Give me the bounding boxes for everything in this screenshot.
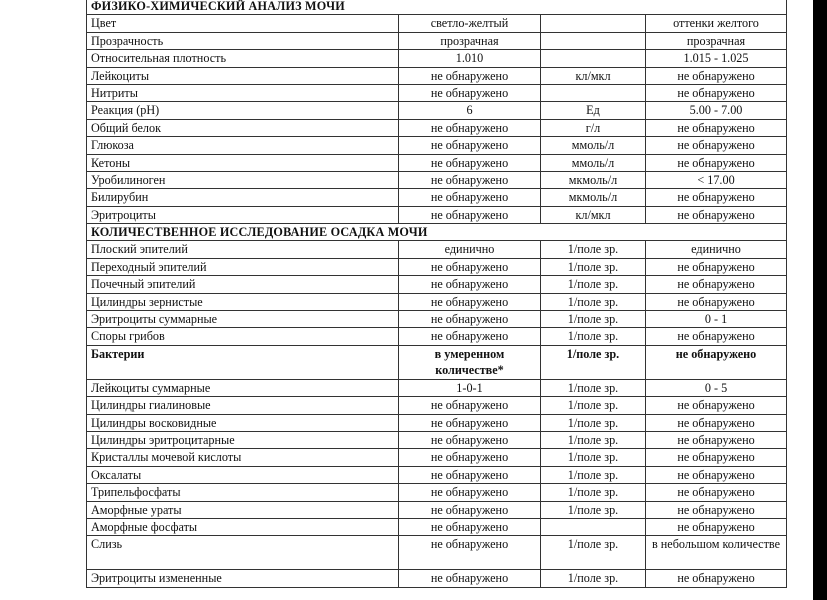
table-row xyxy=(87,431,787,448)
table-row xyxy=(87,466,787,483)
test-value: не обнаружено xyxy=(399,501,541,518)
test-name: Реакция (pH) xyxy=(87,102,399,119)
test-value: не обнаружено xyxy=(399,518,541,535)
test-unit: ммоль/л xyxy=(541,154,646,171)
test-reference: < 17.00 xyxy=(646,171,787,188)
table-row xyxy=(87,32,787,49)
test-reference: не обнаружено xyxy=(646,397,787,414)
test-unit: г/л xyxy=(541,119,646,136)
test-value: не обнаружено xyxy=(399,137,541,154)
table-row xyxy=(87,570,787,587)
test-unit: 1/поле зр. xyxy=(541,293,646,310)
test-name: Почечный эпителий xyxy=(87,276,399,293)
test-value: не обнаружено xyxy=(399,293,541,310)
test-value: не обнаружено xyxy=(399,484,541,501)
test-reference: не обнаружено xyxy=(646,189,787,206)
test-value: не обнаружено xyxy=(399,154,541,171)
table-row xyxy=(87,397,787,414)
test-value: не обнаружено xyxy=(399,258,541,275)
test-unit xyxy=(541,32,646,49)
test-reference: не обнаружено xyxy=(646,328,787,345)
test-name: Плоский эпителий xyxy=(87,241,399,258)
test-name: Аморфные фосфаты xyxy=(87,518,399,535)
test-value: единично xyxy=(399,241,541,258)
test-value: не обнаружено xyxy=(399,536,541,570)
test-name: Цилиндры зернистые xyxy=(87,293,399,310)
table-row xyxy=(87,15,787,32)
table-row xyxy=(87,102,787,119)
table-row xyxy=(87,379,787,396)
section-header-physchem xyxy=(87,0,787,15)
test-reference: 5.00 - 7.00 xyxy=(646,102,787,119)
section-title: КОЛИЧЕСТВЕННОЕ ИССЛЕДОВАНИЕ ОСАДКА МОЧИ xyxy=(87,224,787,241)
test-value: не обнаружено xyxy=(399,119,541,136)
test-name: Относительная плотность xyxy=(87,50,399,67)
test-name: Прозрачность xyxy=(87,32,399,49)
test-unit: мкмоль/л xyxy=(541,189,646,206)
test-name: Общий белок xyxy=(87,119,399,136)
test-reference: прозрачная xyxy=(646,32,787,49)
dark-edge xyxy=(813,0,827,600)
test-name: Эритроциты xyxy=(87,206,399,223)
test-reference: не обнаружено xyxy=(646,570,787,587)
test-reference: не обнаружено xyxy=(646,258,787,275)
test-value: не обнаружено xyxy=(399,67,541,84)
test-reference: не обнаружено xyxy=(646,67,787,84)
table-row xyxy=(87,171,787,188)
test-value: 1-0-1 xyxy=(399,379,541,396)
table-row xyxy=(87,137,787,154)
test-value: не обнаружено xyxy=(399,171,541,188)
test-name: Споры грибов xyxy=(87,328,399,345)
test-value: не обнаружено xyxy=(399,328,541,345)
table-row xyxy=(87,414,787,431)
test-value: не обнаружено xyxy=(399,206,541,223)
table-row xyxy=(87,293,787,310)
test-name: Эритроциты измененные xyxy=(87,570,399,587)
test-value: не обнаружено xyxy=(399,276,541,293)
test-name: Лейкоциты суммарные xyxy=(87,379,399,396)
test-value: не обнаружено xyxy=(399,311,541,328)
test-unit: 1/поле зр. xyxy=(541,431,646,448)
test-name: Цилиндры эритроцитарные xyxy=(87,431,399,448)
table-row xyxy=(87,67,787,84)
table-row xyxy=(87,276,787,293)
test-value: светло-желтый xyxy=(399,15,541,32)
test-unit: 1/поле зр. xyxy=(541,484,646,501)
test-unit: 1/поле зр. xyxy=(541,345,646,379)
table-row xyxy=(87,484,787,501)
table-row xyxy=(87,536,787,570)
test-reference: не обнаружено xyxy=(646,206,787,223)
test-reference: не обнаружено xyxy=(646,466,787,483)
test-unit: Ед xyxy=(541,102,646,119)
test-reference: оттенки желтого xyxy=(646,15,787,32)
table-row xyxy=(87,449,787,466)
test-value: не обнаружено xyxy=(399,189,541,206)
test-reference: не обнаружено xyxy=(646,84,787,101)
test-name: Трипельфосфаты xyxy=(87,484,399,501)
table-row xyxy=(87,119,787,136)
test-name: Эритроциты суммарные xyxy=(87,311,399,328)
test-reference: 0 - 1 xyxy=(646,311,787,328)
test-reference: не обнаружено xyxy=(646,119,787,136)
test-unit xyxy=(541,84,646,101)
test-unit: 1/поле зр. xyxy=(541,258,646,275)
test-name: Цилиндры гиалиновые xyxy=(87,397,399,414)
table-row xyxy=(87,154,787,171)
test-reference: не обнаружено xyxy=(646,518,787,535)
test-reference: не обнаружено xyxy=(646,449,787,466)
test-unit: 1/поле зр. xyxy=(541,379,646,396)
test-reference: не обнаружено xyxy=(646,293,787,310)
test-reference: не обнаружено xyxy=(646,484,787,501)
test-name: Кетоны xyxy=(87,154,399,171)
test-value: не обнаружено xyxy=(399,431,541,448)
test-unit: кл/мкл xyxy=(541,206,646,223)
test-reference: не обнаружено xyxy=(646,345,787,379)
test-value: 6 xyxy=(399,102,541,119)
test-unit: 1/поле зр. xyxy=(541,449,646,466)
test-value: 1.010 xyxy=(399,50,541,67)
test-value: не обнаружено xyxy=(399,466,541,483)
test-unit: 1/поле зр. xyxy=(541,536,646,570)
test-name: Билирубин xyxy=(87,189,399,206)
test-unit: 1/поле зр. xyxy=(541,570,646,587)
table-row xyxy=(87,50,787,67)
test-unit: 1/поле зр. xyxy=(541,466,646,483)
test-reference: не обнаружено xyxy=(646,154,787,171)
test-name: Цвет xyxy=(87,15,399,32)
test-reference: не обнаружено xyxy=(646,501,787,518)
table-row xyxy=(87,518,787,535)
test-unit: 1/поле зр. xyxy=(541,241,646,258)
test-name: Переходный эпителий xyxy=(87,258,399,275)
test-unit: кл/мкл xyxy=(541,67,646,84)
test-unit: 1/поле зр. xyxy=(541,397,646,414)
test-name: Оксалаты xyxy=(87,466,399,483)
table-row xyxy=(87,206,787,223)
test-value: не обнаружено xyxy=(399,397,541,414)
test-name: Цилиндры восковидные xyxy=(87,414,399,431)
test-value: в умеренном количестве* xyxy=(399,345,541,379)
test-value: прозрачная xyxy=(399,32,541,49)
test-unit xyxy=(541,518,646,535)
test-value: не обнаружено xyxy=(399,414,541,431)
test-value: не обнаружено xyxy=(399,570,541,587)
table-row xyxy=(87,328,787,345)
test-unit: 1/поле зр. xyxy=(541,311,646,328)
test-reference: не обнаружено xyxy=(646,431,787,448)
section-header-sediment xyxy=(87,224,787,241)
test-reference: не обнаружено xyxy=(646,276,787,293)
table-row-highlighted xyxy=(87,345,787,379)
test-reference: единично xyxy=(646,241,787,258)
test-reference: не обнаружено xyxy=(646,137,787,154)
test-unit: мкмоль/л xyxy=(541,171,646,188)
test-name: Лейкоциты xyxy=(87,67,399,84)
test-reference: 1.015 - 1.025 xyxy=(646,50,787,67)
test-reference: 0 - 5 xyxy=(646,379,787,396)
test-reference: не обнаружено xyxy=(646,414,787,431)
urinalysis-table xyxy=(86,0,787,588)
table-row xyxy=(87,241,787,258)
table-row xyxy=(87,189,787,206)
test-unit xyxy=(541,15,646,32)
table-row xyxy=(87,501,787,518)
test-unit: 1/поле зр. xyxy=(541,276,646,293)
table-row xyxy=(87,84,787,101)
test-name: Кристаллы мочевой кислоты xyxy=(87,449,399,466)
test-unit: 1/поле зр. xyxy=(541,328,646,345)
test-unit: ммоль/л xyxy=(541,137,646,154)
test-name: Аморфные ураты xyxy=(87,501,399,518)
test-name: Слизь xyxy=(87,536,399,570)
test-value: не обнаружено xyxy=(399,84,541,101)
test-name: Нитриты xyxy=(87,84,399,101)
test-reference: в небольшом количестве xyxy=(646,536,787,570)
section-title: ФИЗИКО-ХИМИЧЕСКИЙ АНАЛИЗ МОЧИ xyxy=(87,0,787,15)
test-unit: 1/поле зр. xyxy=(541,501,646,518)
test-name: Глюкоза xyxy=(87,137,399,154)
table-row xyxy=(87,311,787,328)
test-name: Уробилиноген xyxy=(87,171,399,188)
test-unit xyxy=(541,50,646,67)
test-unit: 1/поле зр. xyxy=(541,414,646,431)
test-value: не обнаружено xyxy=(399,449,541,466)
table-row xyxy=(87,258,787,275)
test-name: Бактерии xyxy=(87,345,399,379)
